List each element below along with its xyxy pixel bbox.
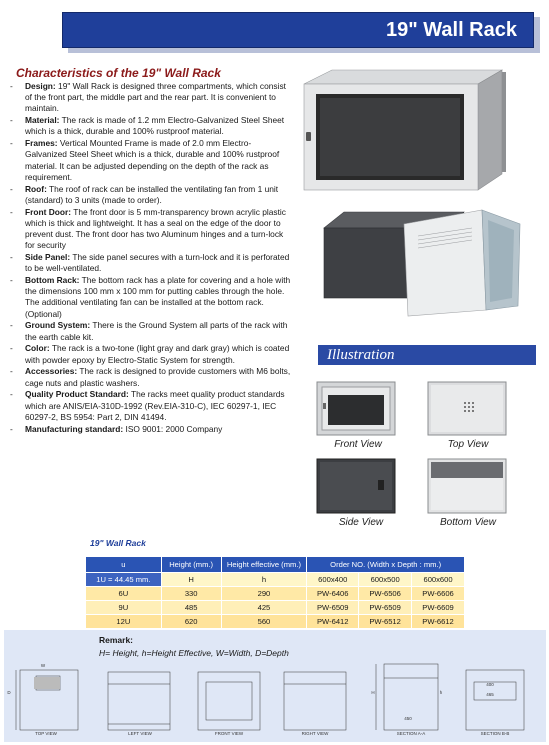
table-row: 1U = 44.45 mm. H h 600x400 600x500 600x600 — [86, 573, 465, 587]
list-item: - Manufacturing standard: ISO 9001: 2000 Company — [10, 423, 223, 434]
front-view-image — [316, 381, 396, 436]
list-item: - Design: 19" Wall Rack is designed three compartments, which consist of the front part, the middle part and the rear part. It is convenient to maintain. — [10, 81, 286, 114]
drawing-label-left-view: LEFT VIEW — [128, 731, 152, 736]
drawing-label-right-view: RIGHT VIEW — [301, 731, 329, 736]
top-view-caption: Top View — [447, 439, 489, 450]
top-view-image — [427, 381, 507, 436]
drawing-label-front-view: FRONT VIEW — [214, 731, 244, 736]
illustration-title: Illustration — [327, 347, 395, 363]
list-item: - Frames: Vertical Mounted Frame is made of 2.0 mm Electro-Galvanized Steel Sheet which is a thick, durable and 100% rustproof material. It can be adjusted depending on the depth of the rack as requirement. — [10, 138, 280, 182]
table-row: 6U 330 290 PW-6406 PW-6506 PW-6606 — [86, 587, 465, 601]
side-view-image — [316, 458, 396, 514]
table-title: 19" Wall Rack — [90, 538, 146, 548]
table-row: 12U 620 560 PW-6412 PW-6512 PW-6612 — [86, 615, 465, 629]
technical-drawings — [4, 660, 546, 742]
list-item: - Accessories: The rack is designed to provide customers with M6 bolts, cage nuts and plastic washers. — [10, 366, 291, 388]
cabinet-photo-open — [296, 198, 536, 324]
characteristics-list — [10, 81, 292, 435]
characteristics-title: Characteristics of the 19" Wall Rack — [16, 66, 221, 80]
list-item: - Front Door: The front door is 5 mm-transparency brown acrylic plastic which is thick and lightweight. It has a seal on the edge of the door to prevent dust. The front door has two Aluminum hinges and a turn-lock for security — [10, 206, 286, 251]
list-item: - Side Panel: The side panel secures with a turn-lock and it is perforated to be well-ventilated. — [10, 252, 290, 274]
dimension-label: 465 — [486, 692, 494, 697]
side-view-caption: Side View — [338, 517, 384, 528]
table-header: Order NO. (Width x Depth : mm.) — [307, 557, 465, 573]
list-item: - Material: The rack is made of 1.2 mm Electro-Galvanized Steel Sheet which is a thick, durable and 100% rustproof material. — [10, 115, 285, 137]
list-item: - Bottom Rack: The bottom rack has a plate for covering and a hole with the dimensions 100 mm x 100 mm for putting cables through the hole. The additional ventilating fan can be installed at the bottom rack. (Optional) — [10, 275, 291, 319]
drawing-label-section-aa: SECTION A-A — [396, 731, 426, 736]
drawing-label-top-view: TOP VIEW — [35, 731, 57, 736]
dimension-label: 450 — [404, 716, 412, 721]
table-header: Height (mm.) — [161, 557, 221, 573]
bottom-view-image — [427, 458, 507, 514]
table-header: u — [86, 557, 162, 573]
list-item: - Roof: The roof of rack can be installed the ventilating fan from 1 unit (standard) to 3 units (made to order). — [10, 183, 279, 205]
list-item: - Quality Product Standard: The racks meet quality product standards which are ANIS/EIA-310D-1992 (Rev.EIA-310-C), IEC 60297-1, IEC 60297-2, BS 5954: Part 2, DIN 41494. — [10, 389, 285, 422]
drawing-label-section-bb: SECTION B-B — [480, 731, 510, 736]
illustration-header — [318, 345, 536, 365]
cabinet-photo-front — [296, 62, 536, 198]
dimension-label: h — [439, 690, 443, 695]
table-header: Height effective (mm.) — [221, 557, 307, 573]
dimension-label: D — [7, 690, 11, 695]
remark-text: H= Height, h=Height Effective, W=Width, D=Depth — [99, 648, 289, 658]
page-title: 19" Wall Rack — [385, 18, 517, 41]
spec-table — [85, 556, 465, 629]
dimension-label: W — [40, 663, 46, 668]
dimension-label: H — [371, 690, 375, 695]
table-row: 9U 485 425 PW-6509 PW-6509 PW-6609 — [86, 601, 465, 615]
bottom-view-caption: Bottom View — [440, 517, 496, 528]
remark-title: Remark: — [99, 635, 134, 645]
front-view-caption: Front View — [334, 439, 382, 450]
list-item: - Color: The rack is a two-tone (light gray and dark gray) which is coated with powder epoxy by Electro-Static System for strength. — [10, 343, 290, 365]
page-title-banner — [62, 12, 534, 48]
table-header-row — [86, 557, 465, 573]
dimension-label: 400 — [486, 682, 494, 687]
list-item: - Ground System: There is the Ground System all parts of the rack with the earth cable kit. — [10, 320, 288, 342]
